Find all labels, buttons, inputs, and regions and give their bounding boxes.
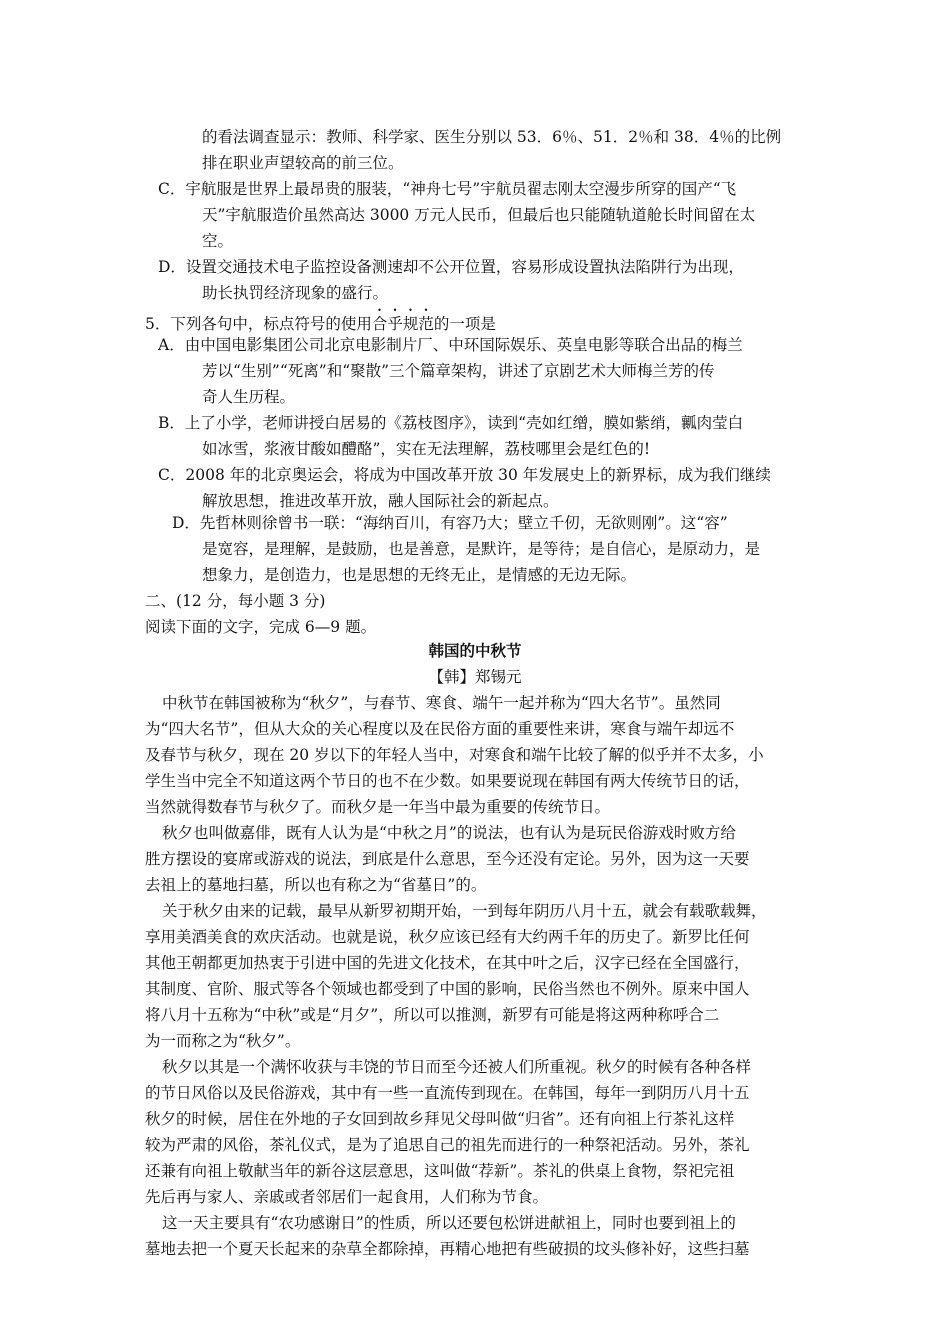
article-title: 韩国的中秋节 <box>428 642 522 660</box>
article-p2-line: 秋夕也叫做嘉俳，既有人认为是“中秋之月”的说法，也有认为是玩民俗游戏时败方给 <box>162 824 736 842</box>
article-author: 【韩】郑锡元 <box>428 668 522 686</box>
q5-optD-line-3: 想象力，是创造力，也是思想的无终无止，是情感的无边无际。 <box>202 566 637 584</box>
q5-stem-emphasis: 合乎规范 <box>371 315 434 333</box>
q4-optD-line-1: D．设置交通技术电子监控设备测速却不公开位置，容易形成设置执法陷阱行为出现， <box>158 258 744 276</box>
q5-optB-line-1: B．上了小学，老师讲授白居易的《荔枝图序》，读到“壳如红缯，膜如紫绡，瓤肉莹白 <box>158 414 744 432</box>
article-p4-line: 秋夕以其是一个满怀收获与丰饶的节日而至今还被人们所重视。秋夕的时候有各种各样 <box>162 1058 752 1076</box>
article-p1-line: 及春节与秋夕，现在 20 岁以下的年轻人当中，对寒食和端午比较了解的似乎并不太多，小 <box>145 746 764 764</box>
article-p3-line: 享用美酒美食的欢庆活动。也就是说，秋夕应该已经有大约两千年的历史了。新罗比任何 <box>145 928 750 946</box>
article-p5-line: 墓地去把一个夏天长起来的杂草全都除掉，再精心地把有些破损的坟头修补好，这些扫墓 <box>145 1240 750 1258</box>
article-p3-line: 其制度、官阶、服式等各个领域也都受到了中国的影响，民俗当然也不例外。原来中国人 <box>145 980 750 998</box>
q5-optC-line-1: C．2008 年的北京奥运会，将成为中国改革开放 30 年发展史上的新界标，成为我们继续 <box>158 466 771 484</box>
q5-stem-post: 的一项是 <box>433 315 496 333</box>
article-p2-line: 去祖上的墓地扫墓，所以也有称之为“省墓日”的。 <box>145 876 487 894</box>
q5-optD-line-1: D．先哲林则徐曾书一联：“海纳百川，有容乃大；壁立千仞，无欲则刚”。这“容” <box>172 514 728 532</box>
article-p1-line: 中秋节在韩国被称为“秋夕”，与春节、寒食、端午一起并称为“四大名节”。虽然同 <box>162 694 721 712</box>
article-p4-line: 的节日风俗以及民俗游戏，其中有一些一直流传到现在。在韩国，每年一到阴历八月十五 <box>145 1084 750 1102</box>
article-p1-line: 当然就得数春节与秋夕了。而秋夕是一年当中最为重要的传统节日。 <box>145 798 611 816</box>
q4-optB-line-2: 的看法调查显示：教师、科学家、医生分别以 53．6％、51．2％和 38．4％的比例 <box>202 128 782 146</box>
article-p3-line: 为一而称之为“秋夕”。 <box>145 1032 301 1050</box>
q5-stem <box>145 306 496 332</box>
article-p2-line: 胜方摆设的宴席或游戏的说法，到底是什么意思，至今还没有定论。另外，因为这一天要 <box>145 850 750 868</box>
article-p1-line: 学生当中完全不知道这两个节日的也不在少数。如果要说现在韩国有两大传统节日的话， <box>145 772 750 790</box>
article-p4-line: 较为严肃的风俗，茶礼仪式，是为了追思自己的祖先而进行的一种祭祀活动。另外，茶礼 <box>145 1136 750 1154</box>
article-p3-line: 其他王朝都更加热衷于引进中国的先进文化技术，在其中叶之后，汉字已经在全国盛行， <box>145 954 750 972</box>
q5-optA-line-3: 奇人生历程。 <box>202 388 296 406</box>
q4-optB-line-3: 排在职业声望较高的前三位。 <box>202 154 404 172</box>
q5-stem-pre: 5．下列各句中，标点符号的使用 <box>145 315 372 333</box>
section-instruction: 阅读下面的文字，完成 6—9 题。 <box>145 618 377 636</box>
q5-optA-line-1: A．由中国电影集团公司北京电影制片厂、中环国际娱乐、英皇电影等联合出品的梅兰 <box>158 336 743 354</box>
article-p5-line: 这一天主要具有“农功感谢日”的性质，所以还要包松饼进献祖上，同时也要到祖上的 <box>162 1214 736 1232</box>
q5-optA-line-2: 芳以“生别”“死离”和“聚散”三个篇章架构，讲述了京剧艺术大师梅兰芳的传 <box>202 362 715 380</box>
section-heading: 二、(12 分，每小题 3 分) <box>145 592 326 610</box>
q4-optC-line-1: C．宇航服是世界上最昂贵的服装，“神舟七号”宇航员翟志刚太空漫步所穿的国产“飞 <box>158 180 737 198</box>
q5-optC-line-2: 解放思想，推进改革开放，融人国际社会的新起点。 <box>202 492 559 510</box>
q5-optB-line-2: 如冰雪，浆液甘酸如醴酪”，实在无法理解，荔枝哪里会是红色的! <box>202 440 651 458</box>
article-p3-line: 将八月十五称为“中秋”或是“月夕”，所以可以推测，新罗有可能是将这两种称呼合二 <box>145 1006 720 1024</box>
article-p1-line: 为“四大名节”，但从大众的关心程度以及在民俗方面的重要性来讲，寒食与端午却远不 <box>145 720 735 738</box>
article-p3-line: 关于秋夕由来的记载，最早从新罗初期开始，一到每年阴历八月十五，就会有载歌载舞， <box>162 902 767 920</box>
q5-optD-line-2: 是宽容，是理解，是鼓励，也是善意，是默许，是等待；是自信心，是原动力，是 <box>202 540 761 558</box>
article-p4-line: 秋夕的时候，居住在外地的子女回到故乡拜见父母叫做“归省”。还有向祖上行茶礼这样 <box>145 1110 735 1128</box>
q4-optC-line-3: 空。 <box>202 232 234 250</box>
article-p4-line: 先后再与家人、亲戚或者邻居们一起食用，人们称为节食。 <box>145 1188 549 1206</box>
q4-optC-line-2: 天”宇航服造价虽然高达 3000 万元人民币，但最后也只能随轨道舱长时间留在太 <box>202 206 756 224</box>
q4-optD-line-2: 助长执罚经济现象的盛行。 <box>202 284 389 302</box>
article-p4-line: 还兼有向祖上敬献当年的新谷这层意思，这叫做“荐新”。茶礼的供桌上食物，祭祀完祖 <box>145 1162 735 1180</box>
